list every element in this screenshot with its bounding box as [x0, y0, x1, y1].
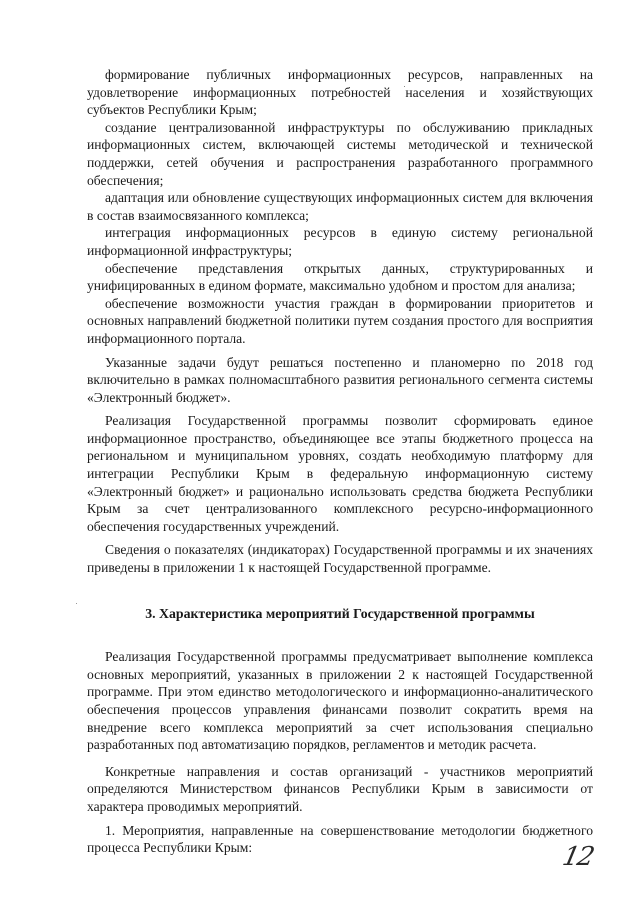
body-paragraph: 1. Мероприятия, направленные на совершенствование методологии бюджетного процесса Республики Крым:	[87, 822, 593, 856]
list-item: адаптация или обновление существующих информационных систем для включения в состав взаимосвязанного комплекса;	[87, 190, 593, 223]
list-item: формирование публичных информационных ресурсов, направленных на удовлетворение информационных потребностей населения и хозяйствующих субъектов Республики Крым;	[87, 67, 593, 118]
body-paragraph: Конкретные направления и состав организаций - участников мероприятий определяются Министерством финансов Республики Крым в зависимости от характера проводимых мероприятий.	[87, 763, 593, 814]
body-paragraph: Реализация Государственной программы предусматривает выполнение комплекса основных мероприятий, указанных в приложении 2 к настоящей Государственной программе. При этом единство методологического и информационно-аналитического обеспечения процессов управления финансами позволит сократить время на внедрение всего комплекса мероприятий за счет использования специально разработанных под автоматизацию порядков, регламентов и методик расчета.	[87, 649, 593, 753]
list-item: создание централизованной инфраструктуры по обслуживанию прикладных информационных систем, включающей системы методической и технической поддержки, сетей обучения и распространения разработанного программного обеспечения;	[87, 119, 593, 188]
list-item: интеграция информационных ресурсов в единую систему региональной информационной инфраструктуры;	[87, 225, 593, 258]
body-paragraph: Сведения о показателях (индикаторах) Государственной программы и их значениях приведены в приложении 1 к настоящей Государственной программе.	[87, 542, 593, 576]
body-paragraph: Реализация Государственной программы позволит сформировать единое информационное пространство, объединяющее все этапы бюджетного процесса на региональном и муниципальном уровнях, создать необходимую платформу для интеграции Республики Крым в федеральную информационную систему «Электронный бюджет» и рационально использовать средства бюджета Республики Крым за счет централизованного комплексного ресурсно-информационного обеспечения государственных учреждений.	[87, 413, 593, 534]
document-page	[87, 66, 593, 857]
body-paragraph: Указанные задачи будут решаться постепенно и планомерно по 2018 год включительно в рамках полномасштабного развития регионального сегмента системы «Электронный бюджет».	[87, 354, 593, 405]
section-heading: 3. Характеристика мероприятий Государственной программы	[145, 605, 535, 621]
list-item: обеспечение возможности участия граждан в формировании приоритетов и основных направлений бюджетной политики путем создания простого для восприятия информационного портала.	[87, 295, 593, 346]
list-item: обеспечение представления открытых данных, структурированных и унифицированных в едином формате, максимально удобном и простом для анализа;	[87, 260, 593, 294]
scan-speck	[76, 603, 77, 604]
handwritten-page-number: 12	[559, 842, 596, 872]
